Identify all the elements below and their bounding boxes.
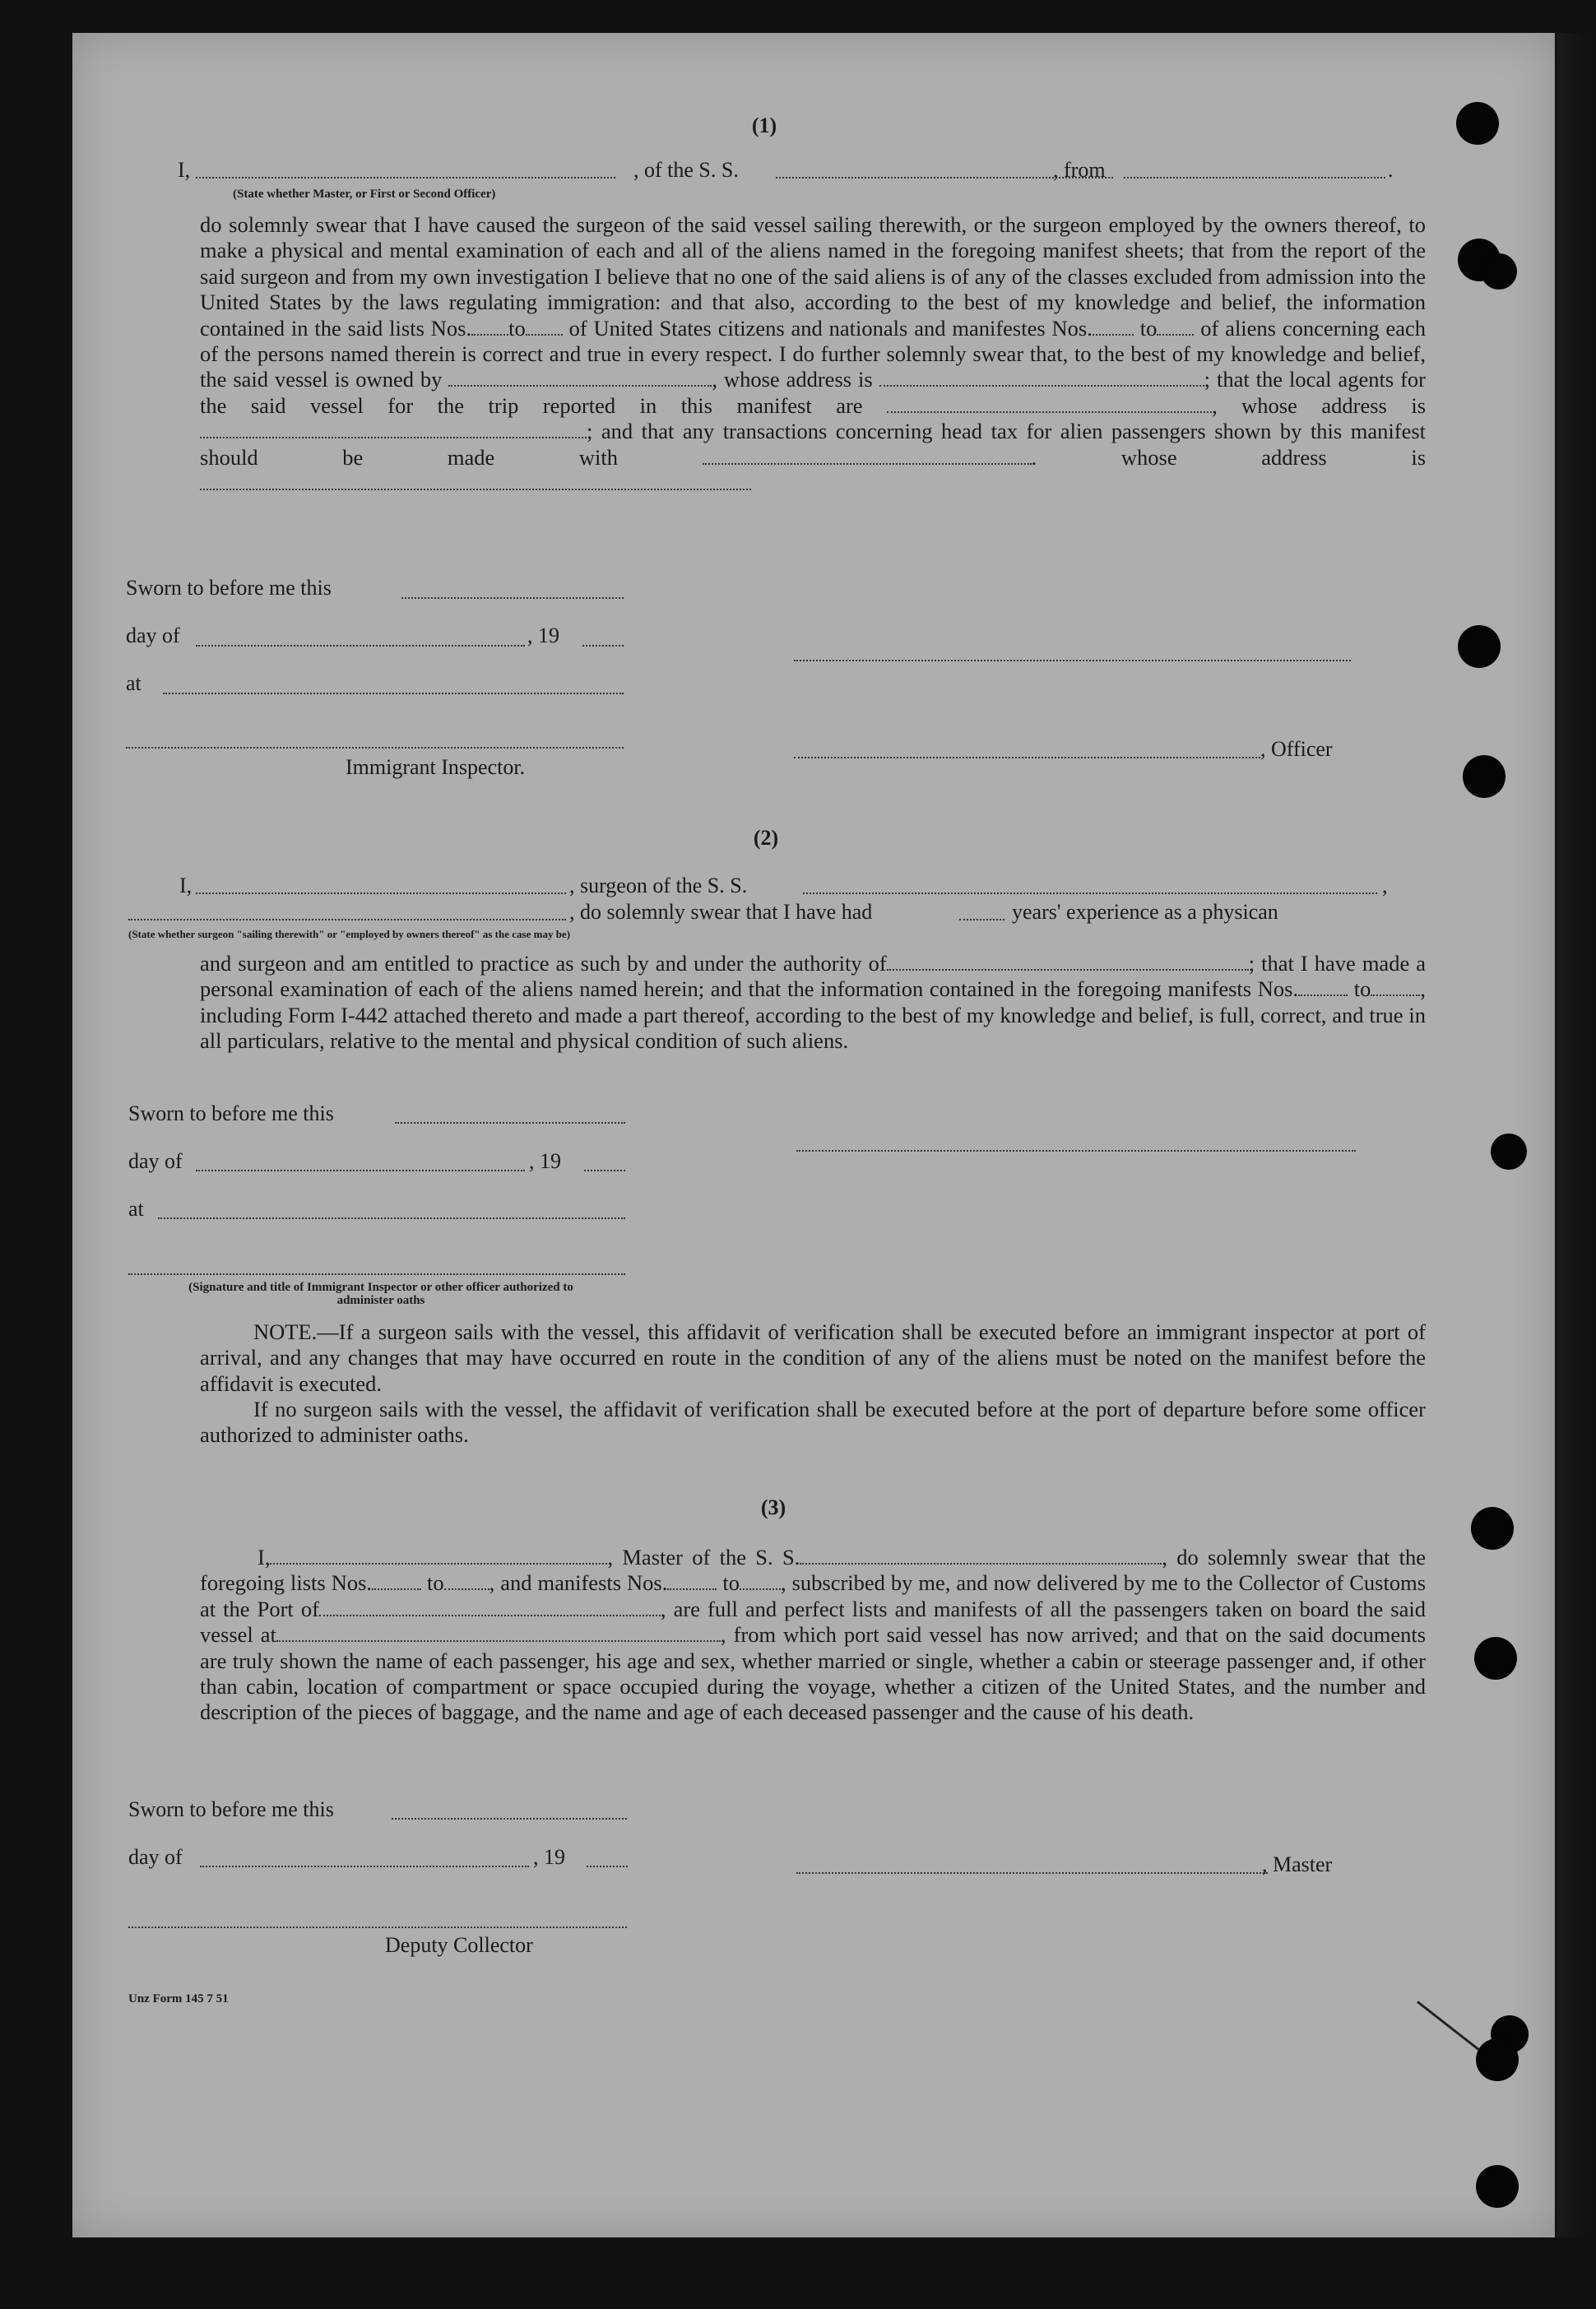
s2-signature-field[interactable] <box>796 1150 1356 1152</box>
binder-hole <box>1481 253 1517 290</box>
s1-sworn-label: Sworn to before me this <box>126 576 332 600</box>
s3-text-2d: to <box>722 1570 740 1596</box>
s1-of-ss-label: , of the S. S. <box>633 158 739 182</box>
s1-text-6a: , whose address is <box>1212 392 1427 418</box>
s3-text-2b: to <box>427 1570 444 1596</box>
binder-hole <box>1491 1134 1527 1170</box>
s2-experience-label: years' experience as a physican <box>1012 900 1278 924</box>
s2-type-note: (State whether surgeon "sailing therewith" or "employed by owners thereof" as the case may be) <box>128 928 571 940</box>
s2-year-label: , 19 <box>529 1149 561 1173</box>
s1-officer-field[interactable] <box>794 757 1260 758</box>
section-2-number: (2) <box>753 826 779 850</box>
s1-list-to-field[interactable] <box>526 319 563 336</box>
pencil-mark <box>1417 2001 1480 2051</box>
s1-rank-note: (State whether Master, or First or Second Officer) <box>233 188 496 201</box>
s3-boarded-at-field[interactable] <box>276 1625 721 1642</box>
s3-deputy-field[interactable] <box>128 1926 627 1928</box>
s1-list-from-field[interactable] <box>471 319 508 336</box>
s3-manifest-from-field[interactable] <box>667 1574 717 1590</box>
s1-text-3: concerning each of the persons named therein is correct and true in every respect. I do further solemnly swear that, <box>200 315 1427 367</box>
s2-name-field[interactable] <box>196 893 566 894</box>
s3-port-field[interactable] <box>319 1600 661 1616</box>
s1-day-field[interactable] <box>196 645 525 647</box>
form-page <box>72 33 1555 2237</box>
s3-text-1b: , Master of the S. S. <box>607 1545 800 1569</box>
s2-type-field[interactable] <box>128 919 566 920</box>
s3-dayof-label: day of <box>128 1845 183 1869</box>
s1-agents-address-field[interactable] <box>200 422 587 438</box>
s1-i-label: I, <box>178 158 191 182</box>
section-3-number: (3) <box>760 1495 786 1519</box>
s2-day-field[interactable] <box>196 1170 525 1171</box>
s1-paragraph: do solemnly swear that I have caused the surgeon of the said vessel sailing therewith, or the surgeon employed by the owners thereof, to make a physical and mental examination of each and all of the aliens named in the foregoing manifest sheets; that from the report of the said surgeon and from my own investigation I believe that no one of the said aliens is of any of the classes excluded from admission into the United States by the laws regulating immigration: and that also, according to the best of my knowledge and belief, the information contained in the said lists Nos. to of United States citizens and nationals and manifestes Nos. to of aliens concerning each of the persons named therein is correct and true in every respect. I do further solemnly swear that, to the best of my knowledge and belief, the said vessel is owned by , whose address is ; that the local agents for the said vessel for the trip reported in this manifest are , whose address is ; and that any transactions concerning head tax for alien passengers shown by this manifest should be made with . whose address is <box>200 212 1426 496</box>
s1-sworn-field[interactable] <box>401 597 624 599</box>
s1-text-2e: of aliens <box>1200 315 1276 341</box>
s3-text-4b: , from <box>720 1622 777 1648</box>
s1-from-field[interactable] <box>1124 177 1385 179</box>
s1-year-label: , 19 <box>527 624 559 647</box>
binder-hole <box>1456 102 1499 145</box>
binder-hole <box>1476 2165 1519 2208</box>
s2-text-1a: and surgeon and am entitled to practice as such by and under the authority of <box>200 951 887 976</box>
s3-list-from-field[interactable] <box>372 1574 421 1590</box>
binder-hole <box>1474 1637 1517 1680</box>
s1-text-1: do solemnly swear that I have caused the surgeon of the said vessel sailing therewith, or the surgeon employed by the owners thereof, to make a physical and mental examination of each and all of the aliens named in the foregoing manifest sheets; that from the report of the said surgeon and from my own investigation I believe that no one of the said aliens is of any of the classes excluded from admission into the United States by the laws regulating immigration: and that also, according to the best of my knowledge and belief, the information contained <box>200 212 1426 341</box>
s3-text-3a: by me to the Collector of Customs at the Port of <box>200 1570 1427 1621</box>
s1-at-label: at <box>126 671 142 695</box>
s3-sworn-field[interactable] <box>392 1818 627 1820</box>
s2-sworn-field[interactable] <box>395 1122 625 1124</box>
s1-manifest-to-field[interactable] <box>1157 319 1194 336</box>
s2-inspector-field[interactable] <box>128 1273 625 1275</box>
s3-text-3b: , are full and perfect lists and <box>660 1596 926 1621</box>
s3-text-2c: , and manifests Nos. <box>489 1570 668 1596</box>
s3-text-4a: manifests of all the passengers taken on board the said vessel at <box>200 1596 1426 1648</box>
s2-at-field[interactable] <box>158 1217 625 1219</box>
s1-text-2c: of United States citizens and nationals and manifestes Nos. <box>568 315 1093 341</box>
s3-text-2a: that the foregoing lists Nos. <box>200 1545 1426 1596</box>
s3-master-name-field[interactable] <box>270 1548 607 1565</box>
s3-year-label: , 19 <box>533 1845 565 1869</box>
s2-year-field[interactable] <box>584 1170 625 1171</box>
s3-text-2e: , subscribed by me, and now delivered <box>780 1570 1118 1596</box>
binder-hole <box>1471 1507 1514 1550</box>
s3-vessel-field[interactable] <box>800 1548 1162 1565</box>
s2-swear-label: , do solemnly swear that I have had <box>569 900 873 924</box>
s1-inspector-label: Immigrant Inspector. <box>346 755 526 779</box>
s2-note-2: If no surgeon sails with the vessel, the affidavit of verification shall be executed before at the port of departure before some officer authorized to administer oaths. <box>200 1397 1426 1448</box>
s2-dayof-label: day of <box>128 1149 183 1173</box>
s3-master-label: , Master <box>1262 1852 1333 1876</box>
s1-rank-field[interactable] <box>196 177 615 179</box>
s1-agents-field[interactable] <box>887 396 1212 413</box>
s3-text-5: which port said vessel has now arrived; and that on the said documents are truly shown the name of each passenger, his age and sex, whether married or single, whether a cabin or steerage passenger and, if other than cabin, location of compartment or space occupied during the voyage, whether a citizen of the United States, and the number and description of the pieces of baggage, and the name and age of each deceased passenger and the cause of his death. <box>200 1622 1427 1725</box>
s2-years-field[interactable] <box>959 919 1004 920</box>
s3-list-to-field[interactable] <box>444 1574 489 1590</box>
s3-text-1c: , do solemnly swear <box>1162 1545 1348 1569</box>
s3-master-signature-field[interactable] <box>796 1872 1268 1874</box>
s2-i-label: I, <box>179 874 193 897</box>
s1-text-8: whose address is <box>1120 444 1427 470</box>
s2-signature-note: (Signature and title of Immigrant Inspector or other officer authorized to administer oaths <box>188 1281 573 1307</box>
s1-officer-label: , Officer <box>1260 737 1333 761</box>
binder-hole <box>1463 755 1506 798</box>
s1-text-2d: to <box>1139 315 1158 341</box>
s3-year-field[interactable] <box>587 1866 628 1867</box>
s2-manifest-from-field[interactable] <box>1298 980 1348 996</box>
s1-dayof-label: day of <box>126 624 180 647</box>
s1-headtax-field[interactable] <box>703 448 1032 465</box>
s2-at-label: at <box>128 1197 144 1221</box>
s1-period: . <box>1388 158 1394 182</box>
s2-note-1: NOTE.—If a surgeon sails with the vessel, this affidavit of verification shall be executed before an immigrant inspector at port of arrival, and any changes that may have occurred en route in the condition of any of the aliens must be noted on the manifest before the affidavit is executed. <box>200 1319 1426 1396</box>
s1-owner-field[interactable] <box>448 370 712 387</box>
section-1-number: (1) <box>751 114 777 137</box>
s2-text-4: according to the best of my knowledge and belief, is full, correct, and true in all particulars, relative to the mental and physical condition of such aliens. <box>200 1002 1427 1054</box>
s2-paragraph: and surgeon and am entitled to practice as such by and under the authority of ; that I have made a personal examination of each of the aliens named herein; and that the information contained in the foregoing manifests Nos. to , including Form I-442 attached thereto and made a part thereof, according to the best of my knowledge and belief, is full, correct, and true in all particulars, relative to the mental and physical condition of such aliens. <box>200 951 1427 1054</box>
s1-text-4b: , whose address is <box>712 367 873 392</box>
s1-text-2b: to <box>508 315 526 341</box>
form-number: Unz Form 145 7 51 <box>128 1992 229 2005</box>
s3-manifest-to-field[interactable] <box>740 1574 781 1590</box>
s1-text-5: ; that the local agents for the said vessel for the trip reported in this manifest are <box>200 367 1426 418</box>
s2-comma: , <box>1382 874 1388 897</box>
s3-paragraph <box>200 1545 1426 1726</box>
s1-text-7: concerning head tax for alien passengers shown by this manifest should be made with <box>200 419 1427 470</box>
s2-surgeon-label: , surgeon of the S. S. <box>569 874 748 897</box>
s1-from-label: , from <box>1053 158 1106 182</box>
s2-vessel-field[interactable] <box>803 893 1377 894</box>
s3-deputy-label: Deputy Collector <box>385 1933 533 1957</box>
s2-authority-field[interactable] <box>887 954 1249 971</box>
s2-text-2: that I have made a personal examination of each of the aliens named herein; and that the information contained <box>200 951 1427 1002</box>
s1-text-6b: ; and that any transactions <box>587 419 828 444</box>
binder-hole <box>1476 2038 1519 2081</box>
s1-text-2a: in the said lists Nos. <box>290 315 472 341</box>
s2-text-3b: to <box>1353 976 1371 1002</box>
s1-signature-field[interactable] <box>794 660 1351 661</box>
s2-text-3a: in the foregoing manifests Nos. <box>1020 976 1299 1002</box>
s2-text-3c: , including Form I-442 attached thereto and made a part thereof, <box>200 976 1427 1027</box>
s1-inspector-field[interactable] <box>126 747 624 749</box>
s1-owner-address-field[interactable] <box>879 370 1204 387</box>
s3-sworn-label: Sworn to before me this <box>128 1797 334 1821</box>
s1-headtax-address-field[interactable] <box>200 474 751 490</box>
s1-at-field[interactable] <box>163 693 624 694</box>
s2-manifest-to-field[interactable] <box>1371 980 1420 996</box>
s1-text-4a: to the best of my knowledge and belief, the said vessel is owned by <box>200 341 1426 392</box>
s1-year-field[interactable] <box>582 645 624 647</box>
s3-text-1a: I, <box>257 1545 271 1569</box>
s1-manifest-from-field[interactable] <box>1093 319 1134 336</box>
s3-day-field[interactable] <box>200 1866 529 1867</box>
s2-sworn-label: Sworn to before me this <box>128 1101 334 1125</box>
binder-hole <box>1458 625 1501 668</box>
